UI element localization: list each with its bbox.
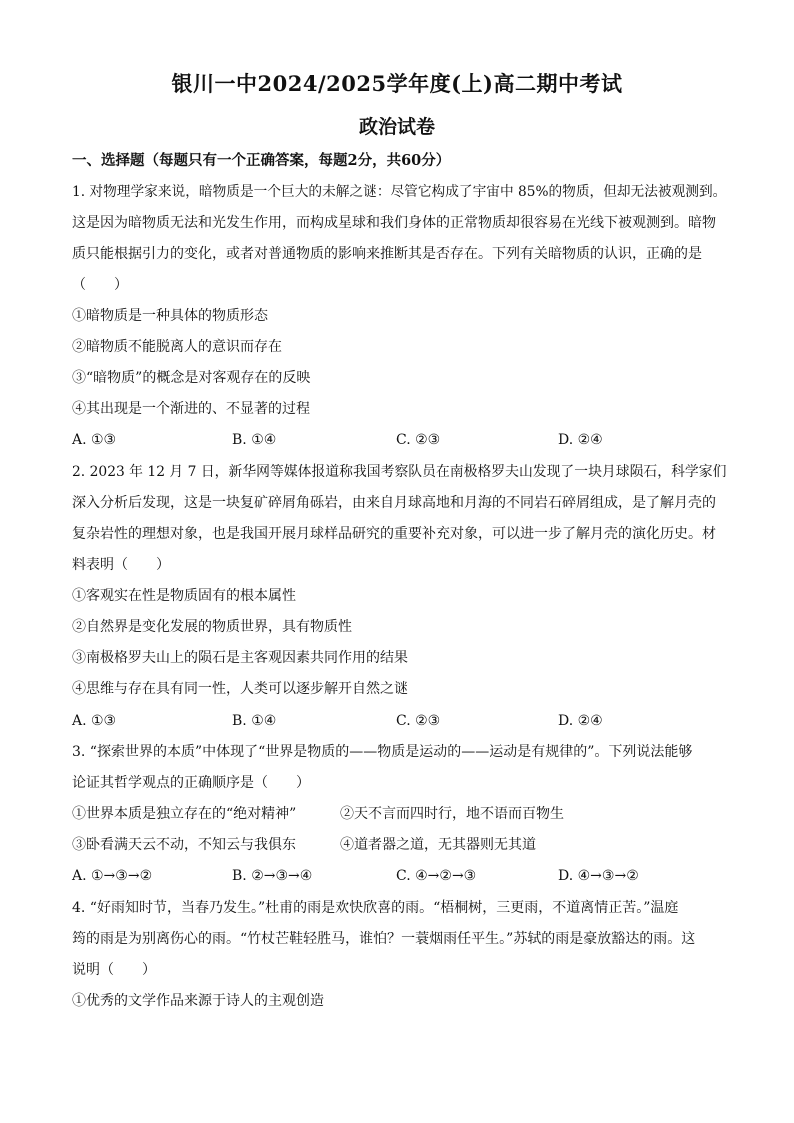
question-2-option-a[interactable]: A. ①③ — [72, 713, 117, 729]
question-3-option-b[interactable]: B. ②→③→④ — [232, 868, 313, 884]
question-1-option-c[interactable]: C. ②③ — [396, 432, 441, 448]
question-2-option-d[interactable]: D. ②④ — [558, 713, 603, 729]
question-1-option-d[interactable]: D. ②④ — [558, 432, 603, 448]
question-1-statement-3: ③“暗物质”的概念是对客观存在的反映 — [72, 370, 311, 386]
question-1-statement-4: ④其出现是一个渐进的、不显著的过程 — [72, 401, 310, 417]
question-3-option-c[interactable]: C. ④→②→③ — [396, 868, 477, 884]
section-heading: 一、选择题（每题只有一个正确答案，每题2分，共60分） — [72, 152, 451, 169]
question-1-line-1: 1. 对物理学家来说，暗物质是一个巨大的未解之谜：尽管它构成了宇宙中 85%的物质，但却无法被观测到。 — [72, 184, 727, 200]
question-3-statement-1: ①世界本质是独立存在的“绝对精神” — [72, 806, 297, 822]
question-2-statement-4: ④思维与存在具有同一性，人类可以逐步解开自然之谜 — [72, 681, 408, 697]
question-3-line-2: 论证其哲学观点的正确顺序是（ ） — [72, 775, 310, 791]
question-2-line-4: 料表明（ ） — [72, 557, 170, 573]
question-4-line-3: 说明（ ） — [72, 962, 156, 978]
question-3-statement-3: ③卧看满天云不动，不知云与我俱东 — [72, 837, 296, 853]
question-2-line-2: 深入分析后发现，这是一块复矿碎屑角砾岩，由来自月球高地和月海的不同岩石碎屑组成，是了解月壳的 — [72, 495, 716, 511]
question-1-statement-1: ①暗物质是一种具体的物质形态 — [72, 308, 268, 324]
question-3-statement-2: ②天不言而四时行，地不语而百物生 — [340, 806, 564, 822]
question-1-option-a[interactable]: A. ①③ — [72, 432, 117, 448]
question-2-line-1: 2. 2023 年 12 月 7 日，新华网等媒体报道称我国考察队员在南极格罗夫山发现了一块月球陨石，科学家们 — [72, 464, 727, 480]
question-4-line-1: 4. “好雨知时节，当春乃发生。”杜甫的雨是欢快欣喜的雨。“梧桐树，三更雨，不道离情正苦。”温庭 — [72, 900, 679, 916]
question-1-option-b[interactable]: B. ①④ — [232, 432, 277, 448]
question-2-option-b[interactable]: B. ①④ — [232, 713, 277, 729]
question-2-statement-3: ③南极格罗夫山上的陨石是主客观因素共同作用的结果 — [72, 650, 408, 666]
question-3-line-1: 3. “探索世界的本质”中体现了“世界是物质的——物质是运动的——运动是有规律的”。下列说法能够 — [72, 744, 693, 760]
question-1-statement-2: ②暗物质不能脱离人的意识而存在 — [72, 339, 282, 355]
question-4-statement-1: ①优秀的文学作品来源于诗人的主观创造 — [72, 993, 324, 1009]
question-2-statement-2: ②自然界是变化发展的物质世界，具有物质性 — [72, 619, 352, 635]
question-3-statement-4: ④道者器之道，无其器则无其道 — [340, 837, 536, 853]
question-1-line-4: （ ） — [72, 277, 128, 293]
exam-title: 银川一中2024/2025学年度(上)高二期中考试 — [171, 71, 623, 96]
question-1-line-2: 这是因为暗物质无法和光发生作用，而构成星球和我们身体的正常物质却很容易在光线下被观测到。暗物 — [72, 215, 716, 231]
question-2-option-c[interactable]: C. ②③ — [396, 713, 441, 729]
question-2-statement-1: ①客观实在性是物质固有的根本属性 — [72, 588, 296, 604]
question-3-option-d[interactable]: D. ④→③→② — [558, 868, 639, 884]
question-1-line-3: 质只能根据引力的变化，或者对普通物质的影响来推断其是否存在。下列有关暗物质的认识，正确的是 — [72, 246, 702, 262]
exam-subtitle: 政治试卷 — [358, 116, 435, 138]
question-3-option-a[interactable]: A. ①→③→② — [72, 868, 153, 884]
question-2-line-3: 复杂岩性的理想对象，也是我国开展月球样品研究的重要补充对象，可以进一步了解月壳的演化历史。材 — [72, 526, 716, 542]
question-4-line-2: 筠的雨是为别离伤心的雨。“竹杖芒鞋轻胜马，谁怕？一蓑烟雨任平生。”苏轼的雨是豪放豁达的雨。这 — [72, 931, 696, 947]
